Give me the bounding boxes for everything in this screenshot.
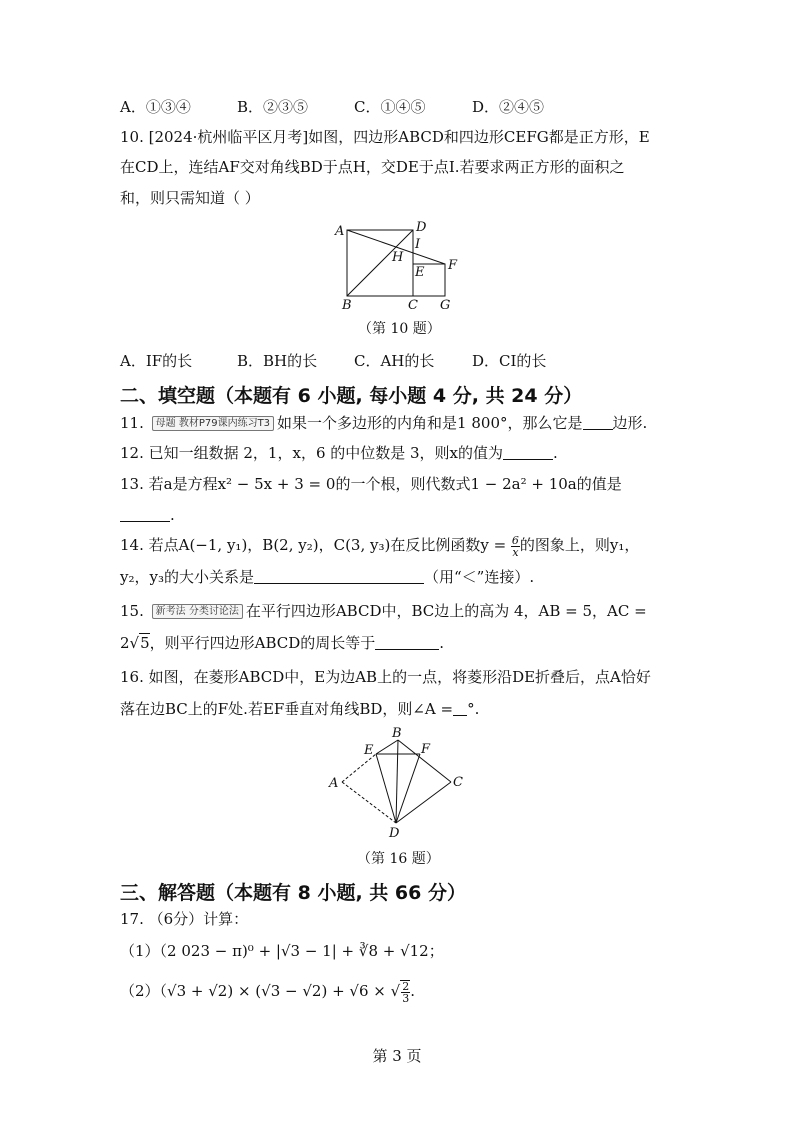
- q16-line2: [120, 698, 479, 720]
- q15-sqrt-content: 5: [140, 634, 150, 652]
- q10-line2: 在CD上，连结AF交对角线BD于点H，交DE于点I.若要求两正方形的面积之: [120, 158, 625, 176]
- q14-frac-num: 6: [511, 533, 519, 547]
- q14-line2: [120, 566, 534, 588]
- label-a: A: [335, 224, 345, 239]
- q10-option-d: D．CI的长: [472, 352, 547, 370]
- label-g: G: [440, 298, 451, 310]
- q13-line: 13. 若a是方程x² − 5x + 3 = 0的一个根，则代数式1 − 2a² + 10a的值是: [120, 475, 622, 493]
- q9-option-b: B．②③⑤: [237, 98, 309, 116]
- q11-text: 如果一个多边形的内角和是1 800°，那么它是: [277, 414, 583, 432]
- q14-fraction: [511, 535, 520, 558]
- q14-text2b: （用“＜”连接）.: [423, 568, 535, 586]
- side-eb: [376, 740, 398, 754]
- q14-frac-den: x: [512, 545, 519, 559]
- segment-fd: [396, 754, 420, 823]
- q15-line2: [120, 632, 444, 654]
- q17-part1: （1）（2 023 − π)⁰ + |√3 − 1| + ∛8 + √12；: [120, 942, 444, 960]
- q10-option-b: B．BH的长: [237, 352, 318, 370]
- q11-number: 11.: [120, 414, 144, 432]
- q9-option-d: D．②④⑤: [472, 98, 545, 116]
- q12-tail: .: [553, 444, 558, 462]
- q10-figure: [330, 218, 460, 310]
- q10-line3: 和，则只需知道（ ）: [120, 189, 260, 207]
- label-c: C: [408, 298, 418, 310]
- q12-line: [120, 442, 558, 464]
- q17-stem: 17. （6分）计算：: [120, 910, 249, 928]
- segment-ed: [376, 754, 396, 823]
- q14-text1b: 的图象上，则y₁，: [519, 536, 640, 554]
- sqrt-symbol: √: [129, 634, 140, 652]
- section3-title: 三、解答题（本题有 8 小题, 共 66 分）: [120, 882, 466, 904]
- q10-caption: （第 10 题）: [358, 321, 441, 337]
- q13-blank: [120, 507, 170, 522]
- label-d: D: [416, 220, 427, 235]
- q10-option-a: A．IF的长: [120, 352, 193, 370]
- q17-part2-tail: .: [410, 982, 415, 1000]
- q9-option-a: A．①③④: [120, 98, 191, 116]
- q15-number: 15.: [120, 602, 144, 620]
- q14-blank: [254, 569, 424, 584]
- label-e: E: [415, 265, 425, 280]
- q16-line1: 16. 如图，在菱形ABCD中，E为边AB上的一点，将菱形沿DE折叠后，点A恰好: [120, 668, 651, 686]
- q15-text2a: 2: [120, 634, 130, 652]
- label-f: F: [448, 258, 458, 273]
- q14-text1: 14. 若点A(−1, y₁)，B(2, y₂)，C(3, y₃)在反比例函数y =: [120, 536, 511, 554]
- q15-text1: 在平行四边形ABCD中，BC边上的高为 4，AB = 5，AC =: [245, 602, 647, 620]
- q14-line1: [120, 534, 639, 558]
- q17-frac-den: 3: [402, 992, 410, 1005]
- sqrt-symbol: √: [390, 982, 401, 1000]
- side-cd: [396, 782, 451, 823]
- label-b: B: [342, 298, 352, 310]
- q17-part2: [120, 980, 415, 1004]
- q15-text2c: ，则平行四边形ABCD的周长等于: [149, 634, 376, 652]
- q9-option-c: C．①④⑤: [354, 98, 426, 116]
- q15-tag: 新考法 分类讨论法: [152, 604, 243, 619]
- q12-blank: [503, 445, 553, 460]
- label-h: H: [392, 250, 404, 265]
- q17-part2-fraction: [400, 980, 410, 1004]
- page-number: 第 3 页: [372, 1047, 422, 1065]
- q15-blank: [375, 635, 439, 650]
- q17-frac-num: 2: [402, 980, 410, 993]
- q14-text2: y₂，y₃的大小关系是: [120, 568, 254, 586]
- q11-tail: 边形.: [612, 414, 648, 432]
- label-b: B: [392, 726, 402, 741]
- q10-line1: 10. [2024·杭州临平区月考]如图，四边形ABCD和四边形CEFG都是正方形，E: [120, 128, 650, 146]
- section2-title: 二、填空题（本题有 6 小题, 每小题 4 分, 共 24 分）: [120, 385, 583, 407]
- q13-tail: .: [170, 506, 175, 524]
- label-d: D: [389, 826, 400, 840]
- label-e: E: [364, 743, 374, 758]
- q16-figure: [326, 726, 476, 840]
- q15-tail: .: [439, 634, 445, 652]
- label-i: I: [415, 237, 421, 252]
- q11-tag: 母题 教材P79课内练习T3: [152, 416, 274, 431]
- label-f: F: [421, 742, 431, 757]
- q11-line: [120, 412, 647, 434]
- label-c: C: [453, 775, 463, 790]
- q12-text: 12. 已知一组数据 2，1，x，6 的中位数是 3，则x的值为: [120, 444, 504, 462]
- q17-part2-text: （2）（√3 + √2) × (√3 − √2) + √6 ×: [120, 982, 391, 1000]
- q11-blank: [583, 415, 613, 430]
- q16-tail: °.: [467, 700, 480, 718]
- q10-option-c: C．AH的长: [354, 352, 435, 370]
- q13-line2: [120, 504, 175, 526]
- q16-caption: （第 16 题）: [357, 851, 440, 867]
- q16-blank: [453, 701, 467, 716]
- diagonal-bd: [396, 740, 398, 823]
- label-a: A: [329, 776, 339, 791]
- dashed-ad: [342, 782, 396, 823]
- q16-text2: 落在边BC上的F处.若EF垂直对角线BD，则∠A =: [120, 700, 454, 718]
- dashed-ae: [342, 754, 376, 782]
- q15-line1: [120, 600, 647, 622]
